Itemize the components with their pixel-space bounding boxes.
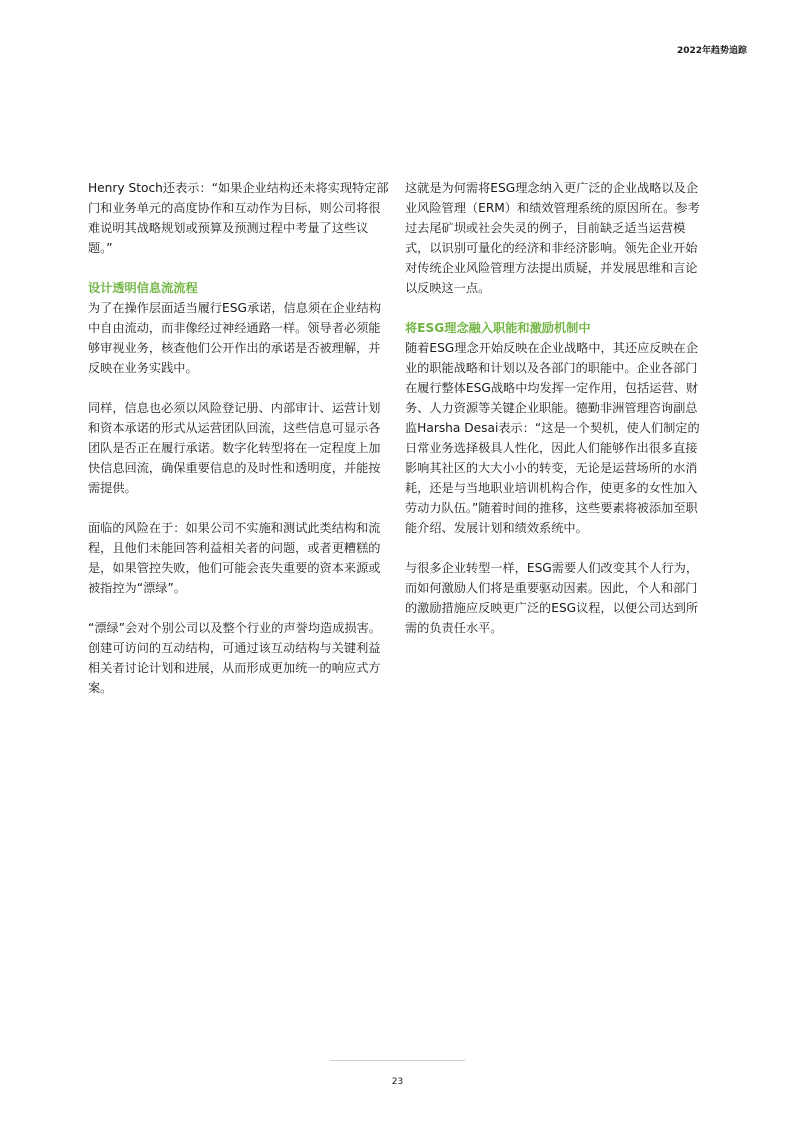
section-heading: 将ESG理念融入职能和激励机制中 bbox=[405, 321, 591, 335]
left-column bbox=[88, 178, 390, 718]
paragraph: 同样，信息也必须以风险登记册、内部审计、运营计划和资本承诺的形式从运营团队回流，这些信息可显示各团队是否正在履行承诺。数字化转型将在一定程度上加快信息回流，确保重要信息的及时性和透明度，并能按需提供。 bbox=[88, 401, 381, 495]
paragraph: 与很多企业转型一样，ESG需要人们改变其个人行为，而如何激励人们将是重要驱动因素。因此，个人和部门的激励措施应反映更广泛的ESG议程，以便公司达到所需的负责任水平。 bbox=[405, 561, 699, 635]
paragraph: Henry Stoch还表示：“如果企业结构还未将实现特定部门和业务单元的高度协作和互动作为目标，则公司将很难说明其战略规划或预算及预测过程中考量了这些议题。” bbox=[88, 181, 389, 255]
footer-divider bbox=[330, 1060, 465, 1061]
section-heading: 设计透明信息流流程 bbox=[88, 281, 198, 295]
paragraph: 面临的风险在于：如果公司不实施和测试此类结构和流程，且他们未能回答利益相关者的问题，或者更糟糕的是，如果管控失败，他们可能会丧失重要的资本来源或被指控为“漂绿”。 bbox=[88, 521, 381, 595]
paragraph: “漂绿”会对个别公司以及整个行业的声誉均造成损害。创建可访问的互动结构，可通过该互动结构与关键利益相关者讨论计划和进展，从而形成更加统一的响应式方案。 bbox=[88, 621, 381, 695]
right-column bbox=[405, 178, 707, 658]
page-header-title: 2022年趋势追踪 bbox=[676, 46, 747, 56]
paragraph: 这就是为何需将ESG理念纳入更广泛的企业战略以及企业风险管理（ERM）和绩效管理系统的原因所在。参考过去尾矿坝或社会失灵的例子，目前缺乏适当运营模式，以识别可量化的经济和非经济影响。领先企业开始对传统企业风险管理方法提出质疑，并发展思维和言论以反映这一点。 bbox=[405, 181, 700, 295]
paragraph: 随着ESG理念开始反映在企业战略中，其还应反映在企业的职能战略和计划以及各部门的职能中。企业各部门在履行整体ESG战略中均发挥一定作用，包括运营、财务、人力资源等关键企业职能。德勤非洲管理咨询副总监Harsha Desai表示：“这是一个契机，使人们制定的日常业务选择极具人性化，因此人们能够作出很多直接影响其社区的大大小小的转变，无论是运营场所的水消耗，还是与当地职业培训机构合作，使更多的女性加入劳动力队伍。”随着时间的推移，这些要素将被添加至职能介绍、发展计划和绩效系统中。 bbox=[405, 341, 700, 535]
page-number: 23 bbox=[391, 1077, 404, 1087]
paragraph: 为了在操作层面适当履行ESG承诺，信息须在企业结构中自由流动，而非像经过神经通路一样。领导者必须能够审视业务，核查他们公开作出的承诺是否被理解，并反映在业务实践中。 bbox=[88, 301, 382, 375]
